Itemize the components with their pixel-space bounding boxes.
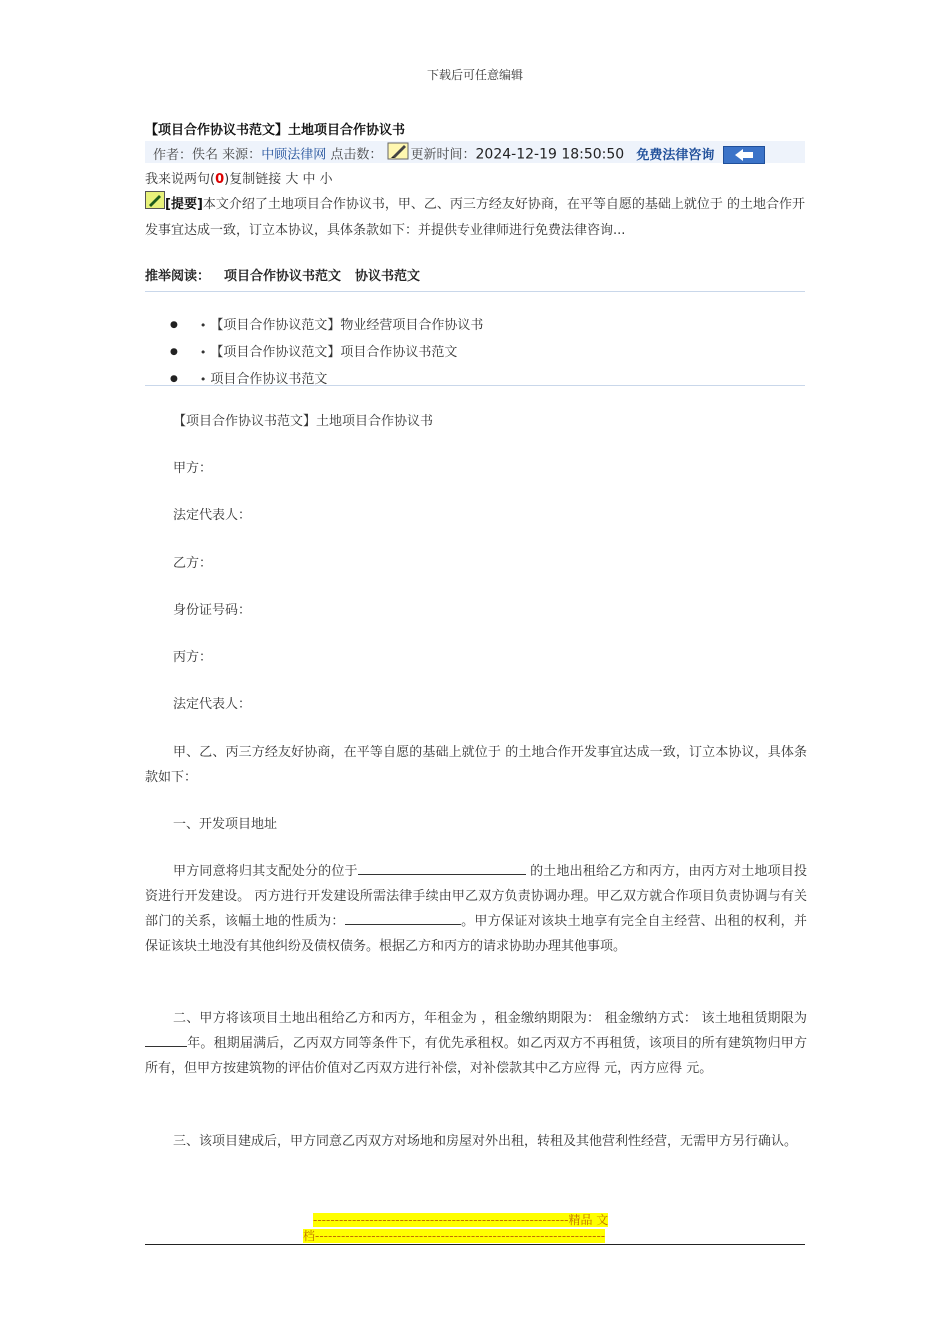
party-b-line: 乙方： [173, 556, 213, 571]
section3-paragraph: 三、该项目建成后，甲方同意乙丙双方对场地和房屋对外出租，转租及其他营利性经营，无需甲方另行确认。 [173, 1134, 798, 1149]
bullet-icon: • [199, 346, 207, 359]
bottom-divider [145, 1244, 805, 1245]
clicks-label: 点击数： [330, 147, 383, 163]
back-arrow-icon[interactable] [723, 146, 765, 164]
divider [145, 385, 805, 386]
land-nature-blank [345, 910, 461, 925]
edit-note-icon [387, 141, 411, 169]
list-item[interactable]: ● • 【项目合作协议范文】物业经营项目合作协议书 [170, 313, 483, 340]
recommend-list [170, 313, 483, 394]
free-consult-link[interactable]: 免费法律咨询 [636, 147, 715, 163]
author-label: 作者： [153, 147, 193, 163]
footer-line-1: -----------------------------------------------------------精品 文 [313, 1213, 609, 1227]
footer-line-2: 档------------------------------------------------------------------- [303, 1229, 606, 1243]
list-item[interactable]: ● • 项目合作协议书范文 [170, 367, 483, 394]
body-heading: 【项目合作协议书范文】土地项目合作协议书 [173, 414, 434, 429]
comment-count[interactable]: 0 [215, 172, 225, 187]
font-size-medium[interactable]: 中 [302, 172, 316, 187]
font-size-small[interactable]: 小 [319, 172, 333, 187]
recommend-bar [145, 265, 805, 292]
article-title: 【项目合作协议书范文】土地项目合作协议书 [145, 123, 406, 138]
section2-paragraph: 二、甲方将该项目土地出租给乙方和丙方，年租金为 ，租金缴纳期限为： 租金缴纳方式： 该土地租赁期限为年。租期届满后，乙丙双方同等条件下，有优先承租权。如乙丙双方不再租赁，该项目的所有建筑物归甲方所有，但甲方按建筑物的评估价值对乙丙双方进行补偿，对补偿款其中乙方应得 元，丙方应得 元。 [145, 1011, 807, 1076]
recommend-label: 推举阅读： [145, 269, 211, 284]
party-a-line: 甲方： [173, 461, 213, 476]
summary-text: 本文介绍了土地项目合作协议书，甲、乙、丙三方经友好协商，在平等自愿的基础上就位于 的土地合作开发事宜达成一致，订立本协议，具体条款如下：并提供专业律师进行免费法律咨询... [145, 197, 806, 238]
updated-label: 更新时间： [410, 147, 476, 163]
id-number-line: 身份证号码： [173, 603, 252, 618]
article-summary [145, 191, 807, 243]
source-label: 来源： [222, 147, 262, 163]
article-meta-bar [145, 141, 805, 163]
footer-watermark [303, 1212, 648, 1244]
recommend-link-1[interactable]: 项目合作协议书范文 [224, 269, 342, 284]
author-name: 佚名 [192, 147, 219, 163]
updated-time: 2024-12-19 18:50:50 [475, 146, 625, 163]
lease-term-blank [145, 1032, 187, 1047]
source-link[interactable]: 中顾法律网 [261, 147, 327, 163]
recommend-link-2[interactable]: 协议书范文 [355, 269, 421, 284]
bullet-icon: • [199, 373, 207, 386]
header-note: 下载后可任意编辑 [426, 68, 523, 82]
font-size-large[interactable]: 大 [285, 172, 299, 187]
legal-rep-c-line: 法定代表人： [173, 697, 252, 712]
summary-label: [提要] [165, 197, 203, 212]
article-tools [145, 168, 333, 187]
intro-paragraph: 甲、乙、丙三方经友好协商，在平等自愿的基础上就位于 的土地合作开发事宜达成一致，订立本协议，具体条款如下： [145, 745, 807, 785]
list-item[interactable]: ● • 【项目合作协议范文】项目合作协议书范文 [170, 340, 483, 367]
section1-paragraph: 甲方同意将归其支配处分的位于 的土地出租给乙方和丙方，由丙方对土地项目投资进行开发建设。 丙方进行开发建设所需法律手续由甲乙双方负责协调办理。甲乙双方就合作项目负责协调与有关部门的关系，该幅土地的性质为： 。甲方保证对该块土地享有完全自主经营、出租的权利，并保证该块土地没有其他纠纷及债权债务。根据乙方和丙方的请求协助办理其他事项。 [145, 859, 807, 959]
summary-pencil-icon [145, 191, 165, 218]
party-c-line: 丙方： [173, 650, 213, 665]
legal-rep-a-line: 法定代表人： [173, 508, 252, 523]
section1-title: 一、开发项目地址 [173, 817, 278, 832]
address-blank [358, 860, 526, 875]
bullet-icon: • [199, 319, 207, 332]
comment-prefix: 我来说两句( [145, 172, 216, 187]
copy-link-button[interactable]: )复制链接 [224, 172, 282, 187]
